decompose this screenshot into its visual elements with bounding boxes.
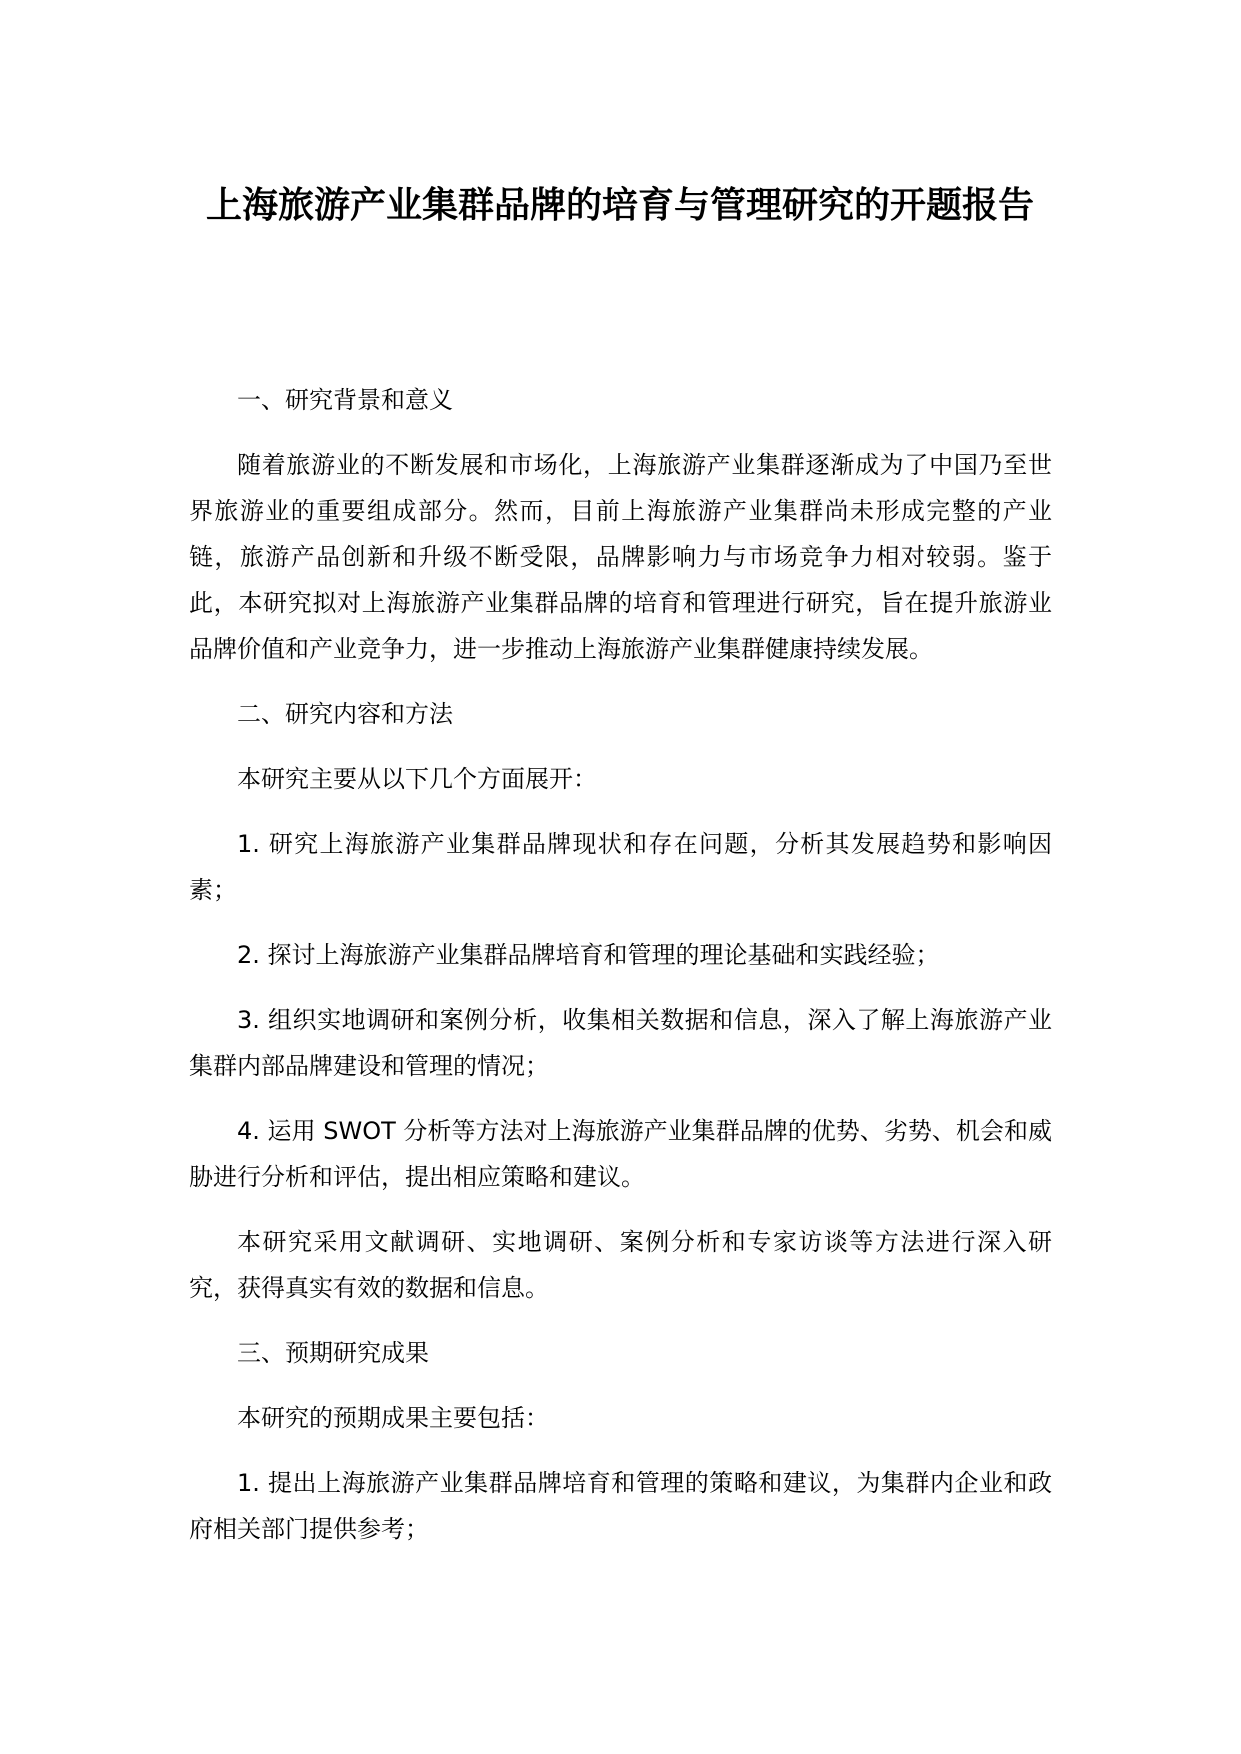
paragraph-content-intro: 本研究主要从以下几个方面展开： <box>237 765 597 793</box>
list-item-content-3: 3. 组织实地调研和案例分析，收集相关数据和信息，深入了解上海旅游产业集群内部品牌建设和管理的情况； <box>189 1006 1052 1080</box>
document-title: 上海旅游产业集群品牌的培育与管理研究的开题报告 <box>205 185 1034 226</box>
section-heading-expected-results: 三、预期研究成果 <box>237 1339 429 1367</box>
list-item-results-1: 1. 提出上海旅游产业集群品牌培育和管理的策略和建议，为集群内企业和政府相关部门提供参考； <box>189 1469 1052 1543</box>
paragraph-results-intro: 本研究的预期成果主要包括： <box>237 1404 549 1432</box>
paragraph-methods: 本研究采用文献调研、实地调研、案例分析和专家访谈等方法进行深入研究，获得真实有效的数据和信息。 <box>189 1228 1052 1302</box>
section-heading-background: 一、研究背景和意义 <box>237 386 453 414</box>
section-heading-content-methods: 二、研究内容和方法 <box>237 700 453 728</box>
paragraph-background: 随着旅游业的不断发展和市场化，上海旅游产业集群逐渐成为了中国乃至世界旅游业的重要组成部分。然而，目前上海旅游产业集群尚未形成完整的产业链，旅游产品创新和升级不断受限，品牌影响力与市场竞争力相对较弱。鉴于此，本研究拟对上海旅游产业集群品牌的培育和管理进行研究，旨在提升旅游业品牌价值和产业竞争力，进一步推动上海旅游产业集群健康持续发展。 <box>189 451 1052 663</box>
list-item-content-1: 1. 研究上海旅游产业集群品牌现状和存在问题，分析其发展趋势和影响因素； <box>189 830 1052 904</box>
list-item-content-2: 2. 探讨上海旅游产业集群品牌培育和管理的理论基础和实践经验； <box>237 941 940 969</box>
list-item-content-4: 4. 运用 SWOT 分析等方法对上海旅游产业集群品牌的优势、劣势、机会和威胁进行分析和评估，提出相应策略和建议。 <box>189 1117 1052 1191</box>
document-body <box>189 377 1052 1571</box>
